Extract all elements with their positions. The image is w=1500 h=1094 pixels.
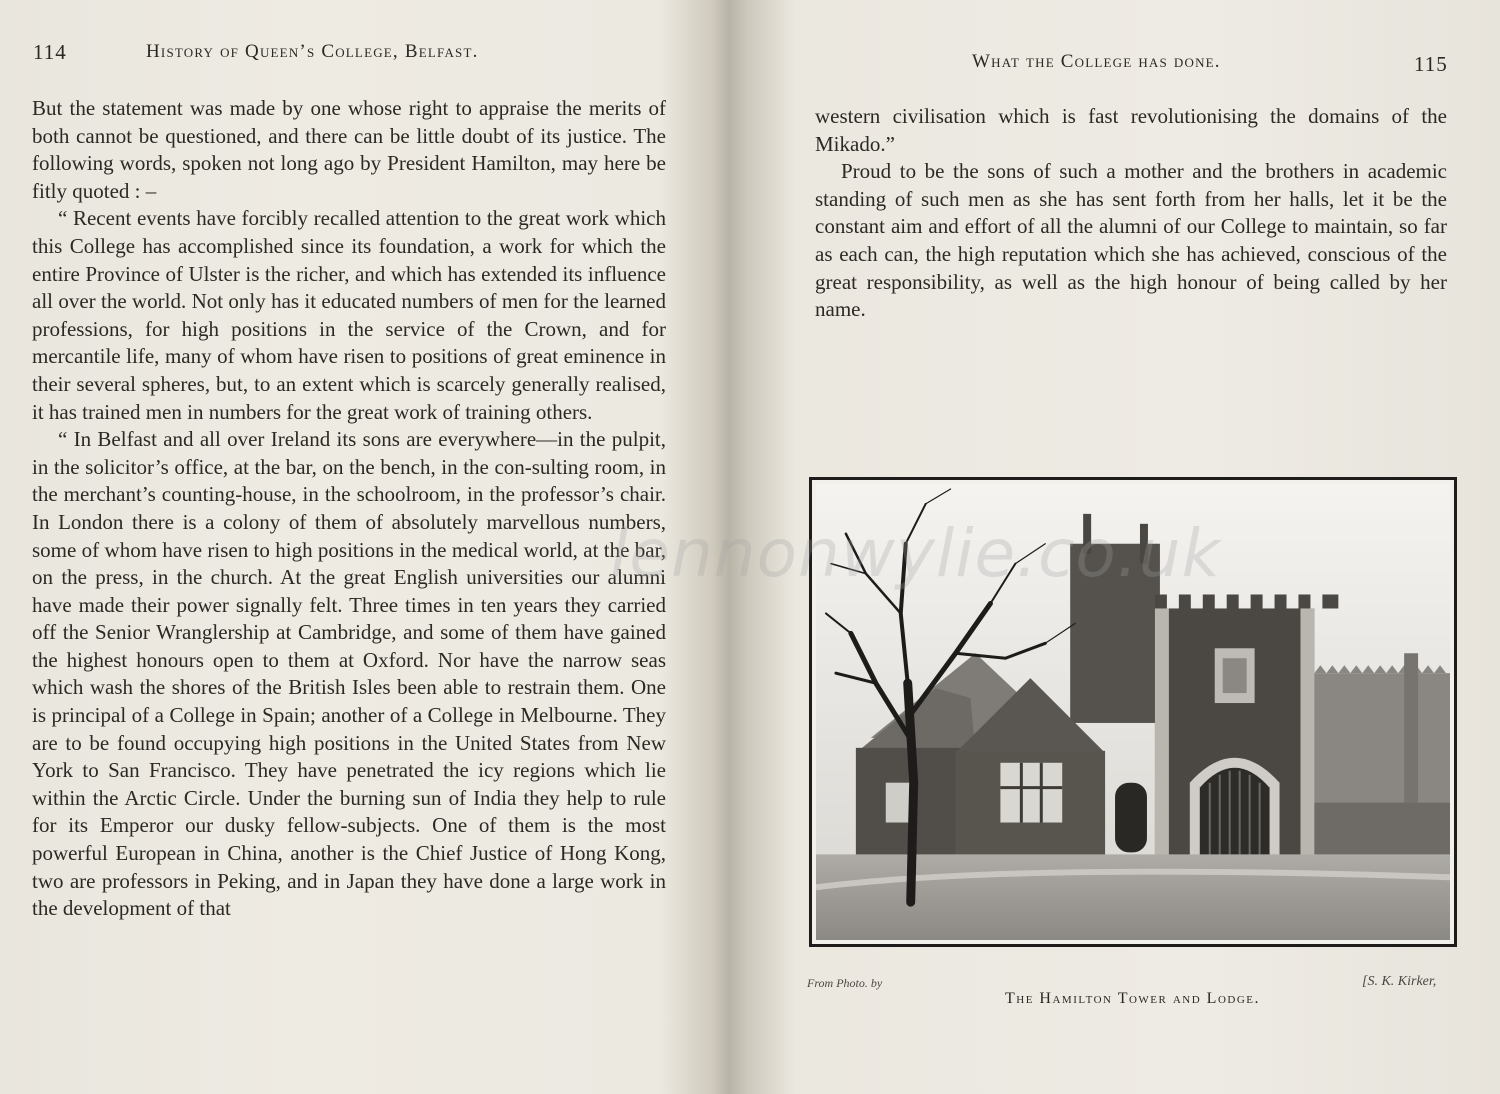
paragraph: “ Recent events have forcibly recalled attention to the great work which this College has accomplished since its foundation, a work for which the entire Province of Ulster is the richer, and which has extended its influence all over the world. Not only has it educated numbers of men for the learned professions, for high positions in the service of the Crown, and for mercantile life, many of whom have risen to positions of great eminence in their several spheres, but, to an extent which is scarcely generally realised, it has trained men in numbers for the great work of training others.: [32, 206, 666, 424]
photo-credit-right: [S. K. Kirker,: [1362, 974, 1437, 989]
watermark: lennonwylie.co.uk: [610, 515, 1221, 592]
body-text: [32, 95, 666, 923]
page-number: 114: [33, 40, 67, 64]
paragraph: But the statement was made by one whose right to appraise the merits of both cannot be questioned, and there can be little doubt of its justice. The following words, spoken not long ago by President Hamilton, may here be fitly quoted : –: [32, 96, 666, 203]
running-head: History of Queen’s College, Belfast.: [146, 41, 479, 62]
photo-caption: The Hamilton Tower and Lodge.: [1004, 990, 1261, 1007]
right-page: [760, 0, 1500, 1094]
photo-plate: [809, 477, 1457, 947]
running-head: What the College has done.: [972, 51, 1221, 72]
paragraph: western civilisation which is fast revolutionising the domains of the Mikado.”: [815, 104, 1447, 156]
hamilton-tower-photo: [816, 484, 1450, 940]
body-text: [815, 103, 1447, 324]
paragraph: Proud to be the sons of such a mother and the brothers in academic standing of such men as she has sent forth from her halls, let it be the constant aim and effort of all the alumni of our College to maintain, so far as each can, the high reputation which she has achieved, conscious of the great responsibility, as well as the high honour of being called by her name.: [815, 159, 1447, 322]
left-page: [0, 0, 735, 1094]
paragraph: “ In Belfast and all over Ireland its sons are everywhere—in the pulpit, in the solicitor’s office, at the bar, on the bench, in the con-sulting room, in the merchant’s counting-house, in the schoolroom, in the professor’s chair. In London there is a colony of them of absolutely marvellous numbers, some of whom have risen to high positions in the medical world, at the bar, on the press, in the church. At the great English universities our alumni have made their power signally felt. Three times in ten years they carried off the Senior Wranglership at Cambridge, and some of them have gained the highest honours open to them at Oxford. Nor have the narrow seas which wash the shores of the British Isles been able to restrain them. One is principal of a College in Spain; another of a College in Melbourne. They are to be found occupying high positions in the United States from New York to San Francisco. They have penetrated the icy regions which lie within the Arctic Circle. Under the burning sun of India they help to rule for its Emperor our dusky fellow-subjects. One of them is the most powerful European in China, another is the Chief Justice of Hong Kong, two are professors in Peking, and in Japan they have done a large work in the development of that: [32, 427, 666, 921]
photo-credit-left: From Photo. by: [807, 976, 883, 990]
page-number: 115: [1414, 52, 1448, 76]
